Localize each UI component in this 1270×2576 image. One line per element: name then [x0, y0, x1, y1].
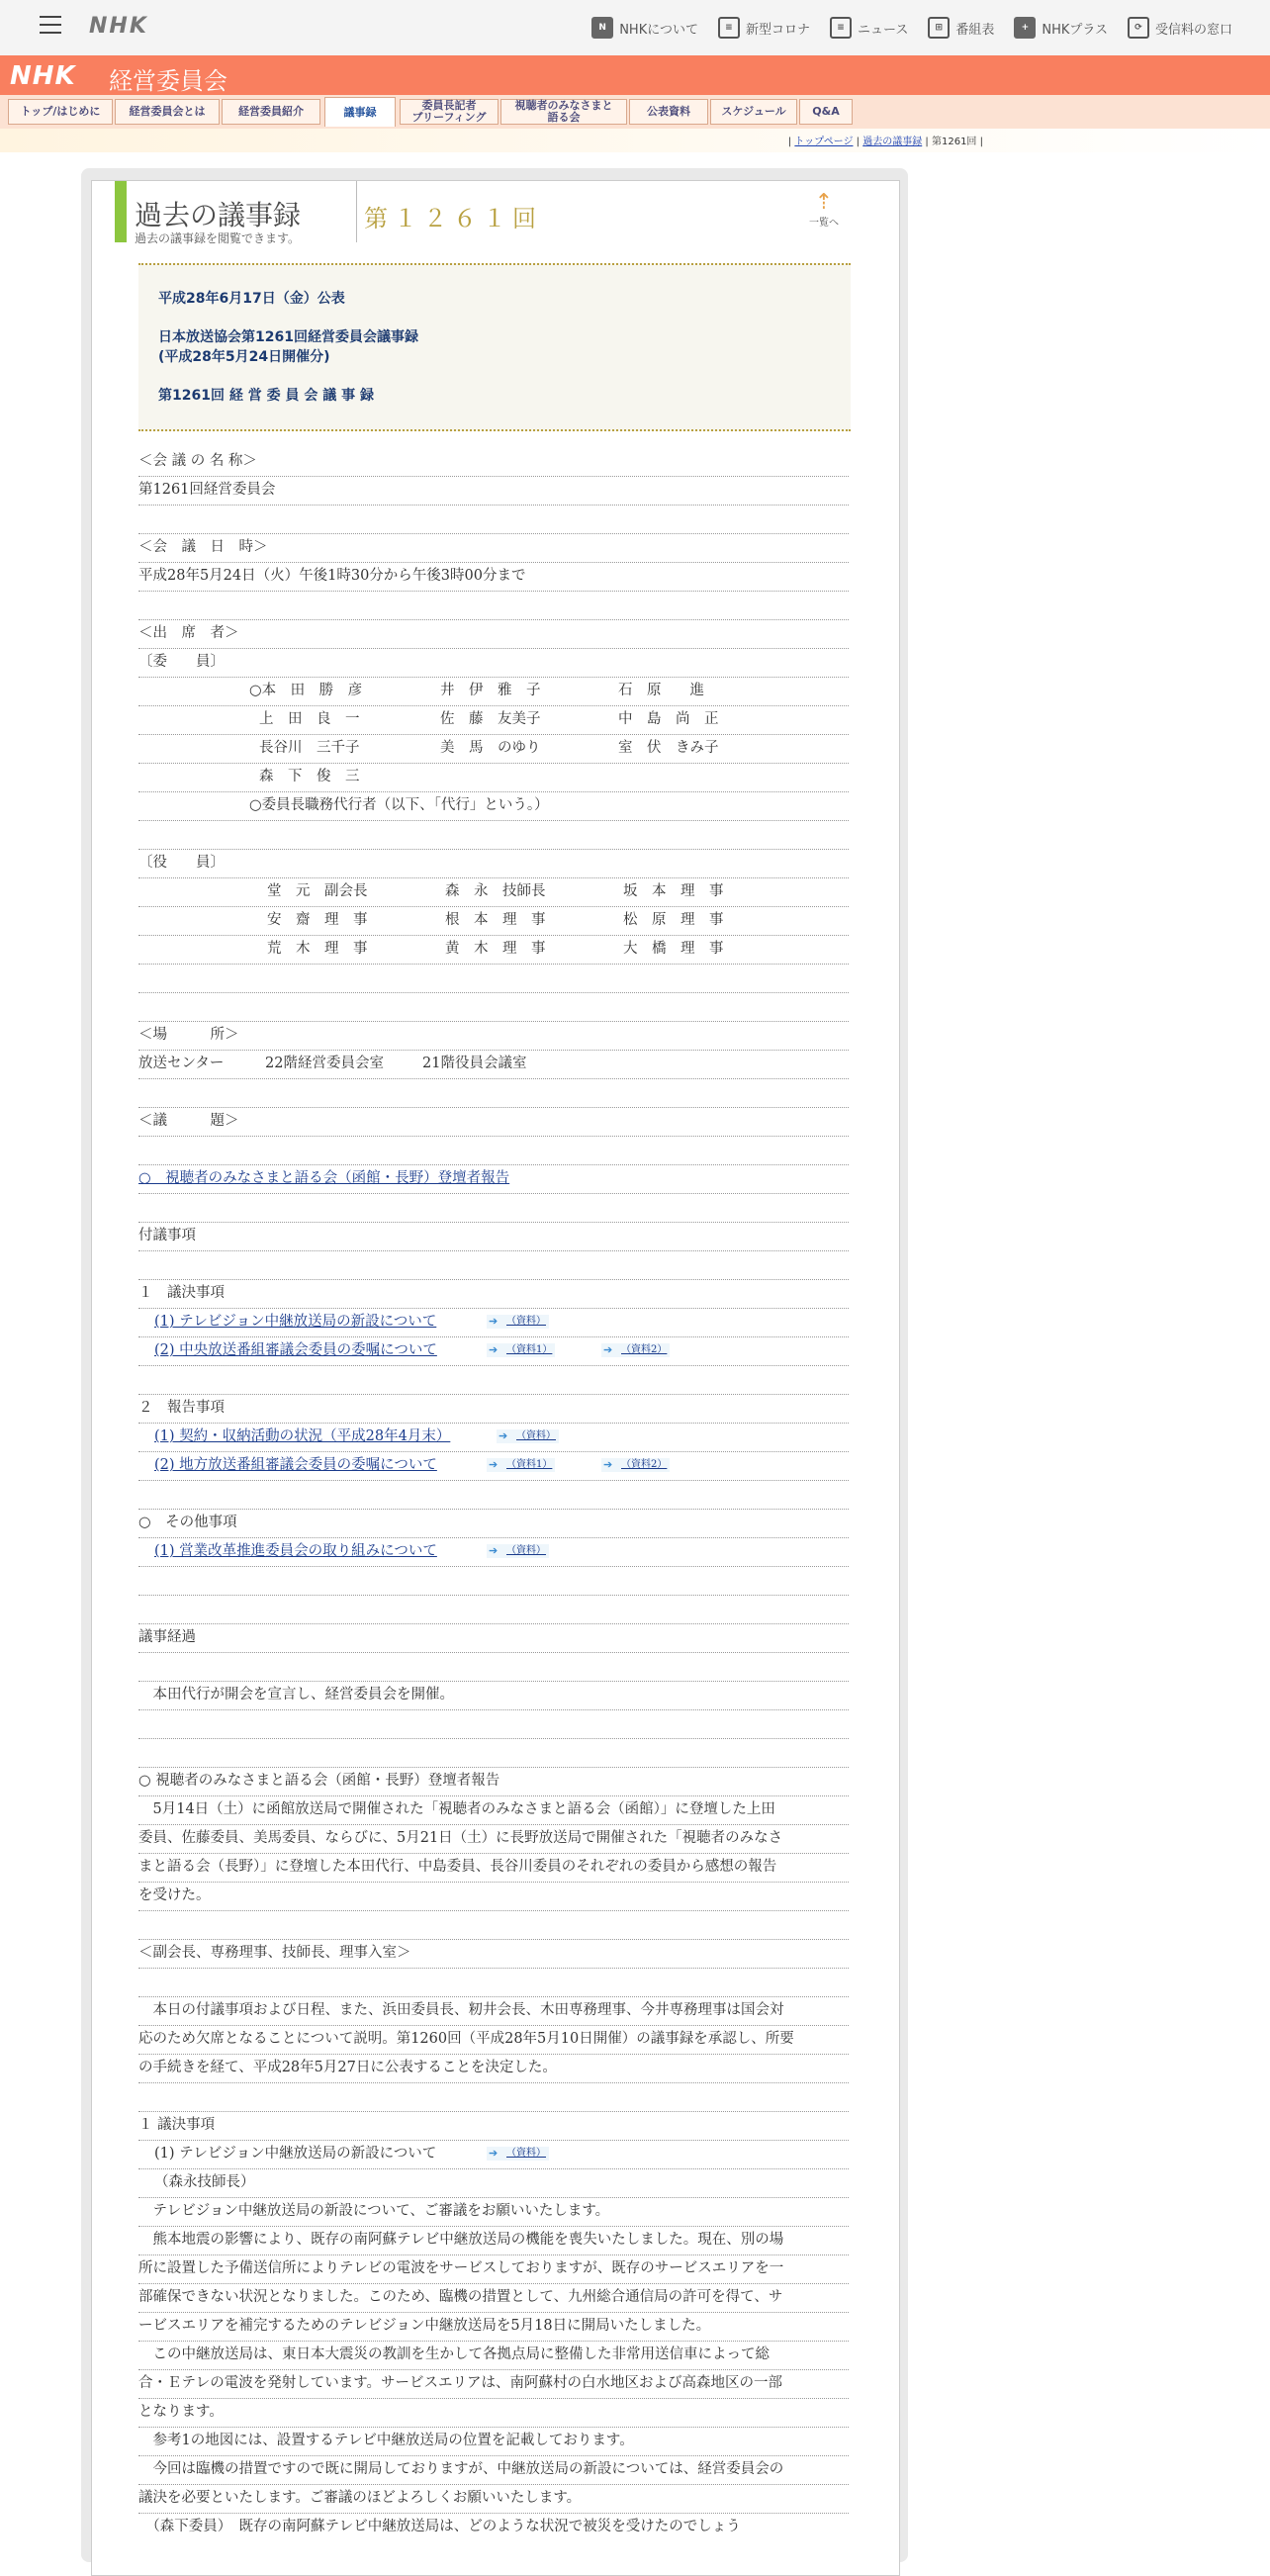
member-row	[138, 734, 849, 764]
label: ○ 視聴者のみなさまと語る会（函館・長野）登壇者報告	[138, 1773, 500, 1789]
blank-line	[138, 1480, 849, 1510]
officer-name: 安 齋 理 事	[267, 912, 368, 928]
label: （森永技師長）	[154, 2174, 255, 2190]
breadcrumb	[788, 133, 983, 147]
corona-icon: ≡	[718, 17, 740, 39]
officer-name: 堂 元 副会長	[267, 883, 368, 899]
heading-members	[138, 648, 849, 678]
fee-icon: ⟳	[1128, 17, 1149, 39]
report-item	[138, 1451, 849, 1481]
place-name: 放送センター	[138, 1056, 225, 1071]
breadcrumb-current: 第1261回	[931, 137, 977, 147]
officer-name: 大 橋 理 事	[623, 941, 724, 957]
hamburger-icon[interactable]	[40, 16, 61, 36]
heading-enter	[138, 1939, 849, 1969]
member-name: 佐 藤 友美子	[440, 711, 541, 727]
report-link-local-council[interactable]: (2) 地方放送番組審議会委員の委嘱について	[154, 1457, 437, 1473]
body-line	[138, 2513, 849, 2541]
body-line	[138, 2226, 849, 2255]
report-text-line	[138, 1795, 849, 1825]
label: (1) テレビジョン中継放送局の新設について	[154, 2146, 437, 2162]
enter-text-line	[138, 2025, 849, 2055]
body-line	[138, 2484, 849, 2514]
place-room: 21階役員会議室	[422, 1056, 527, 1071]
resolution-item	[138, 1308, 849, 1337]
body-line	[138, 2369, 849, 2399]
body-line	[138, 2254, 849, 2284]
heading-agenda	[138, 1107, 849, 1137]
blank-line	[138, 1136, 849, 1165]
minutes-title: 日本放送協会第1261回経営委員会議事録	[158, 329, 418, 345]
label: ＜場 所＞	[138, 1027, 239, 1043]
resolution-link-relay-station[interactable]: (1) テレビジョン中継放送局の新設について	[154, 1314, 437, 1330]
label: １ 議決事項	[138, 1285, 225, 1301]
body-line	[138, 2312, 849, 2342]
nav-news[interactable]	[830, 14, 908, 42]
nhk-icon: N	[591, 17, 613, 39]
nhk-logo[interactable]: NHK	[89, 14, 148, 39]
back-label: 一覧へ	[809, 218, 839, 229]
blank-line	[138, 1365, 849, 1395]
back-to-list-button[interactable]	[799, 192, 849, 229]
label: ○委員長職務代行者（以下、「代行」という。）	[249, 797, 549, 813]
minutes-date: (平成28年5月24日開催分)	[158, 349, 330, 365]
tab-about[interactable]: 経営委員会とは	[115, 99, 220, 125]
body-line	[138, 2398, 849, 2428]
nav-corona[interactable]	[718, 14, 810, 42]
label: 今回は臨機の措置ですので既に開局しておりますが、中継放送局の新設については、経営委員会の	[138, 2461, 784, 2477]
page-title: 過去の議事録	[135, 199, 302, 231]
blank-line	[138, 1193, 849, 1223]
nav-nhkplus[interactable]	[1014, 14, 1108, 42]
breadcrumb-sep: |	[856, 137, 861, 147]
tab-minutes[interactable]: 議事録	[324, 97, 396, 127]
section-tabs	[0, 95, 1270, 130]
meeting-number: 第１２６１回	[364, 205, 542, 232]
label: となります。	[138, 2404, 224, 2420]
tab-documents[interactable]: 公表資料	[629, 99, 708, 125]
member-row	[138, 677, 849, 706]
label: 付議事項	[138, 1228, 196, 1243]
tab-schedule[interactable]: スケジュール	[710, 99, 797, 125]
member-name: 森 下 俊 三	[259, 769, 360, 784]
minutes-heading: 第1261回 経 営 委 員 会 議 事 録	[158, 388, 374, 404]
material-link[interactable]: ➔ （資料）	[487, 1544, 549, 1558]
member-name: 石 原 進	[618, 683, 704, 698]
speaker	[138, 2168, 849, 2198]
promo-strip	[0, 129, 1270, 152]
material-link[interactable]: ➔ （資料）	[487, 1315, 549, 1329]
nav-label: ニュース	[857, 22, 909, 38]
blank-line	[138, 591, 849, 620]
member-name: 中 島 尚 正	[618, 711, 719, 727]
nav-label: NHKプラス	[1042, 22, 1108, 38]
agenda-dialogue-link[interactable]: ○ 視聴者のみなさまと語る会（函館・長野）登壇者報告	[138, 1170, 510, 1186]
report-text-line	[138, 1882, 849, 1911]
heading-meeting-date	[138, 533, 849, 563]
material-link[interactable]: ➔ （資料）	[497, 1429, 559, 1443]
enter-text-line	[138, 1996, 849, 2026]
enter-text-line	[138, 2054, 849, 2083]
officer-name: 松 原 理 事	[623, 912, 724, 928]
breadcrumb-top[interactable]: トップページ	[794, 137, 854, 147]
global-nav	[591, 14, 1232, 42]
label: ○ その他事項	[138, 1515, 237, 1530]
global-header	[0, 0, 1270, 56]
tab-members[interactable]: 経営委員紹介	[222, 99, 320, 125]
blank-line	[138, 1968, 849, 1997]
label: 合・Ｅテレの電波を発射しています。サービスエリアは、南阿蘇村の白水地区および高森地区の一部	[138, 2375, 783, 2391]
banner-logo[interactable]: NHK	[10, 61, 76, 91]
up-arrow-icon: ⇡	[814, 190, 834, 215]
body-line	[138, 2197, 849, 2227]
label: （森下委員） 既存の南阿蘇テレビ中継放送局は、どのような状況で被災を受けたのでしょう	[138, 2519, 741, 2534]
place-room: 22階経営委員会室	[265, 1056, 384, 1071]
tab-dialogue[interactable]: 視聴者のみなさまと 語る会	[500, 99, 627, 125]
blank-line	[138, 1709, 849, 1739]
body-line	[138, 2427, 849, 2456]
blank-line	[138, 1910, 849, 1940]
blank-line	[138, 992, 849, 1022]
nav-label: 番組表	[955, 22, 995, 38]
label: 第1261回経営委員会	[138, 482, 276, 498]
member-row	[138, 705, 849, 735]
member-name: 長谷川 三千子	[259, 740, 360, 756]
place	[138, 1050, 849, 1079]
material-link-1[interactable]: ➔ （資料1）	[487, 1458, 555, 1472]
blank-line	[138, 505, 849, 534]
heading-reports	[138, 1394, 849, 1424]
member-name: 井 伊 雅 子	[440, 683, 541, 698]
officer-name: 荒 木 理 事	[267, 941, 368, 957]
label: 熊本地震の影響により、既存の南阿蘇テレビ中継放送局の機能を喪失いたしました。現在、別の場	[138, 2232, 784, 2248]
blank-line	[138, 1738, 849, 1768]
officer-name: 坂 本 理 事	[623, 883, 724, 899]
title-divider	[356, 181, 357, 242]
sub-agenda	[138, 1222, 849, 1251]
body-line	[138, 2283, 849, 2313]
meeting-date	[138, 562, 849, 592]
news-icon: ≡	[830, 17, 852, 39]
label: 本日の付議事項および日程、また、浜田委員長、籾井会長、木田専務理事、今井専務理事は国会対	[138, 2002, 784, 2018]
label: ービスエリアを補完するためのテレビジョン中継放送局を5月18日に開局いたしました。	[138, 2318, 711, 2334]
nhkplus-icon: +	[1014, 17, 1036, 39]
material-link-2[interactable]: ➔ （資料2）	[601, 1458, 670, 1472]
blank-line	[138, 964, 849, 993]
member-name: 室 伏 きみ子	[618, 740, 719, 756]
heading-attendees	[138, 619, 849, 649]
label: を受けた。	[138, 1887, 211, 1903]
label: 平成28年5月24日（火）午後1時30分から午後3時00分まで	[138, 568, 526, 584]
nav-label: NHKについて	[619, 22, 698, 38]
officer-name: 根 本 理 事	[445, 912, 546, 928]
other-link-sales-reform[interactable]: (1) 営業改革推進委員会の取り組みについて	[154, 1543, 437, 1559]
label: まと語る会（長野）」に登壇した本田代行、中島委員、長谷川委員のそれぞれの委員から感想の報告	[138, 1859, 777, 1875]
member-name: 美 馬 のゆり	[440, 740, 541, 756]
heading-resolutions	[138, 1279, 849, 1309]
nav-schedule[interactable]	[928, 14, 994, 42]
label: ＜議 題＞	[138, 1113, 239, 1129]
report-item	[138, 1423, 849, 1452]
heading-officers	[138, 849, 849, 878]
meeting-name	[138, 476, 849, 506]
material-link[interactable]: ➔ （資料）	[487, 2147, 549, 2161]
label: ＜副会長、専務理事、技師長、理事入室＞	[138, 1945, 411, 1961]
member-note	[138, 791, 849, 821]
breadcrumb-list[interactable]: 過去の議事録	[862, 137, 923, 147]
heading-proceedings	[138, 1623, 849, 1653]
resolution-item-2	[138, 2140, 849, 2169]
tab-qa[interactable]: Q&A	[799, 99, 853, 125]
other-item	[138, 1537, 849, 1567]
heading-resolutions-2	[138, 2111, 849, 2141]
label: １ 議決事項	[138, 2117, 216, 2133]
material-link-1[interactable]: ➔ （資料1）	[487, 1343, 555, 1357]
banner-title[interactable]: 経営委員会	[109, 67, 227, 95]
member-name: ○本 田 勝 彦	[249, 683, 363, 698]
nav-label: 受信料の窓口	[1154, 22, 1232, 38]
nav-nhk-about[interactable]	[591, 14, 698, 42]
resolution-item	[138, 1336, 849, 1366]
site-banner	[0, 55, 1270, 95]
label: 本田代行が開会を宣言し、経営委員会を開催。	[138, 1687, 454, 1702]
blank-line	[138, 1566, 849, 1596]
agenda-dialogue	[138, 1164, 849, 1194]
label: 所に設置した予備送信所によりテレビの電波をサービスしておりますが、既存のサービスエリアを一	[138, 2260, 784, 2276]
member-row	[138, 763, 849, 792]
report-title	[138, 1767, 849, 1796]
opening	[138, 1681, 849, 1710]
report-text-line	[138, 1853, 849, 1883]
label: 部確保できない状況となりました。このため、臨機の措置として、九州総合通信局の許可を得て、サ	[138, 2289, 783, 2305]
heading-other	[138, 1509, 849, 1538]
officer-row	[138, 877, 849, 907]
label: 〔役 員〕	[138, 855, 225, 871]
officer-row	[138, 906, 849, 936]
label: 委員、佐藤委員、美馬委員、ならびに、5月21日（土）に長野放送局で開催された「視聴者のみなさ	[138, 1830, 783, 1846]
label: ＜会 議 の 名 称＞	[138, 453, 257, 469]
blank-line	[138, 1250, 849, 1280]
title-accent	[115, 181, 127, 242]
breadcrumb-sep: |	[787, 137, 792, 147]
label: の手続きを経て、平成28年5月27日に公表することを決定した。	[138, 2060, 557, 2075]
label: ２ 報告事項	[138, 1400, 225, 1416]
blank-line	[138, 1078, 849, 1108]
officer-name: 森 永 技師長	[445, 883, 546, 899]
blank-line	[138, 2082, 849, 2112]
label: 〔委 員〕	[138, 654, 225, 670]
label: ＜出 席 者＞	[138, 625, 239, 641]
page-subtitle: 過去の議事録を閲覧できます。	[135, 231, 301, 245]
body-line	[138, 2341, 849, 2370]
label: 応のため欠席となることについて説明。第1260回（平成28年5月10日開催）の議事録を承認し、所要	[138, 2031, 794, 2047]
tab-briefing[interactable]: 委員長記者 ブリーフィング	[400, 99, 499, 125]
body-line	[138, 2455, 849, 2485]
breadcrumb-sep: |	[979, 137, 983, 147]
blank-line	[138, 820, 849, 850]
officer-row	[138, 935, 849, 965]
officer-name: 黄 木 理 事	[445, 941, 546, 957]
nav-label: 新型コロナ	[745, 22, 810, 38]
blank-line	[138, 1652, 849, 1682]
breadcrumb-sep: |	[925, 137, 929, 147]
label: ＜会 議 日 時＞	[138, 539, 268, 555]
report-text-line	[138, 1824, 849, 1854]
nav-fee[interactable]	[1128, 14, 1232, 42]
heading-meeting-name	[138, 447, 849, 477]
report-link-contracts[interactable]: (1) 契約・収納活動の状況（平成28年4月末）	[154, 1428, 451, 1444]
label: 5月14日（土）に函館放送局で開催された「視聴者のみなさまと語る会（函館）」に登壇した上田	[138, 1801, 775, 1817]
tab-top[interactable]: トップ/はじめに	[8, 99, 113, 125]
publish-date: 平成28年6月17日（金）公表	[158, 291, 345, 307]
blank-line	[138, 1595, 849, 1624]
member-name: 上 田 良 一	[259, 711, 360, 727]
schedule-icon: ⊞	[928, 17, 950, 39]
heading-place	[138, 1021, 849, 1051]
label: 議事経過	[138, 1629, 196, 1645]
label: 議決を必要といたします。ご審議のほどよろしくお願いいたします。	[138, 2490, 582, 2506]
material-link-2[interactable]: ➔ （資料2）	[601, 1343, 670, 1357]
label: 参考1の地図には、設置するテレビ中継放送局の位置を記載しております。	[138, 2433, 634, 2448]
label: この中継放送局は、東日本大震災の教訓を生かして各拠点局に整備した非常用送信車によって総	[138, 2346, 770, 2362]
label: テレビジョン中継放送局の新設について、ご審議をお願いいたします。	[138, 2203, 610, 2219]
resolution-link-central-council[interactable]: (2) 中央放送番組審議会委員の委嘱について	[154, 1342, 437, 1358]
